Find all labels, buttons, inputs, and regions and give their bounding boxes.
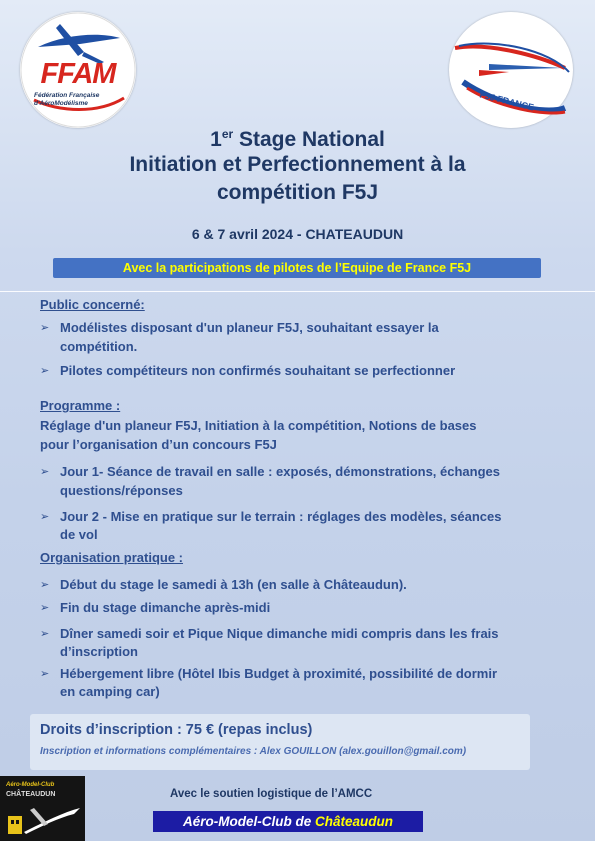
bullet-arrow-icon: ➢ xyxy=(40,668,50,680)
bullet-arrow-icon: ➢ xyxy=(40,466,50,478)
section-title-public: Public concerné: xyxy=(40,297,145,312)
section-title-organisation: Organisation pratique : xyxy=(40,550,184,565)
title-line-2: Initiation et Perfectionnement à la xyxy=(129,153,466,176)
club-logo xyxy=(0,776,85,841)
title-line-3: compétition F5J xyxy=(216,181,379,204)
title-ordinal-suffix: er xyxy=(221,127,234,141)
list-item: ➢ Fin du stage dimanche après-midi xyxy=(40,600,271,615)
list-item: ➢ Jour 1- Séance de travail en salle : exposés, démonstrations, échanges xyxy=(40,464,501,479)
event-dates: 6 & 7 avril 2024 - CHATEAUDUN xyxy=(191,226,404,242)
list-item-continuation: d’inscription xyxy=(60,644,138,659)
bullet-arrow-icon: ➢ xyxy=(40,579,50,591)
registration-fee: Droits d’inscription : 75 € (repas inclus) xyxy=(40,722,313,738)
programme-intro-2: pour l’organisation d’un concours F5J xyxy=(40,437,277,452)
list-item: ➢ Début du stage le samedi à 13h (en salle à Châteaudun). xyxy=(40,577,407,592)
ffam-logo xyxy=(20,12,136,128)
contact-info: Inscription et informations complémentaires : Alex GOUILLON (alex.gouillon@gmail.com) xyxy=(40,746,467,757)
club-name xyxy=(153,811,423,832)
bullet-arrow-icon: ➢ xyxy=(40,365,50,377)
club-name-prefix: Aéro-Model-Club de xyxy=(182,814,315,829)
bullet-arrow-icon: ➢ xyxy=(40,628,50,640)
title-ordinal: 1 xyxy=(210,128,222,151)
title-line-1 xyxy=(0,121,595,153)
list-item: ➢ Jour 2 - Mise en pratique sur le terrain : réglages des modèles, séances xyxy=(40,509,502,524)
list-item: ➢ Modélistes disposant d'un planeur F5J, souhaitant essayer la xyxy=(40,320,439,335)
club-logo-line2: CHÂTEAUDUN xyxy=(6,791,56,798)
divider xyxy=(0,291,595,292)
list-item: ➢ Pilotes compétiteurs non confirmés souhaitant se perfectionner xyxy=(40,363,456,378)
bullet-arrow-icon: ➢ xyxy=(40,602,50,614)
club-logo-line1: Aéro-Model-Club xyxy=(6,782,55,788)
bullet-arrow-icon: ➢ xyxy=(40,322,50,334)
list-item-continuation: compétition. xyxy=(60,339,138,354)
list-item: ➢ Dîner samedi soir et Pique Nique dimanche midi compris dans les frais xyxy=(40,626,499,641)
list-item-continuation: questions/réponses xyxy=(60,483,183,498)
list-item-continuation: de vol xyxy=(60,527,98,542)
f5j-glider-icon xyxy=(449,12,573,128)
club-glider-icon xyxy=(4,802,82,838)
ffam-subtitle-1: Fédération Française xyxy=(34,92,100,99)
support-text: Avec le soutien logistique de l’AMCC xyxy=(170,788,373,800)
ffam-letters: FFAM xyxy=(40,58,116,90)
f5j-france-logo xyxy=(449,12,573,128)
club-name-city: Châteaudun xyxy=(314,814,393,829)
list-item-continuation: en camping car) xyxy=(60,684,160,699)
f5j-logo-text: F5J FRANCE xyxy=(478,89,535,113)
section-title-programme: Programme : xyxy=(40,398,121,413)
list-item: ➢ Hébergement libre (Hôtel Ibis Budget à proximité, possibilité de dormir xyxy=(40,666,498,681)
title-line-1-text: Stage National xyxy=(239,128,385,151)
team-banner: Avec la participations de pilotes de l’Equipe de France F5J xyxy=(53,258,541,278)
ffam-subtitle-2: d'AéroModélisme xyxy=(34,100,88,107)
programme-intro-1: Réglage d'un planeur F5J, Initiation à la compétition, Notions de bases xyxy=(40,418,477,433)
bullet-arrow-icon: ➢ xyxy=(40,511,50,523)
